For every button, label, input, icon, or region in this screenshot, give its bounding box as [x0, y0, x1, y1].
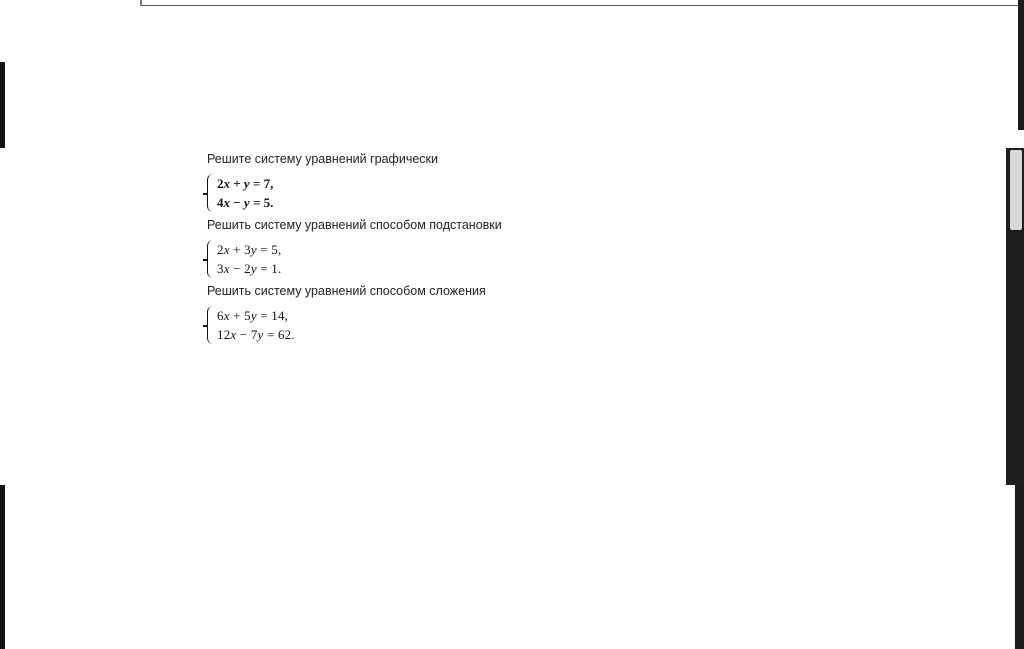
scrollbar-thumb[interactable]: [1010, 150, 1022, 230]
task-3-title: Решить систему уравнений способом сложения: [207, 284, 486, 298]
task-1-equation-1: 2x + y = 7,: [217, 176, 274, 191]
brace-symbol: [207, 240, 215, 278]
task-1-equation-system: [207, 174, 627, 212]
task-2-equation-1: 2x + 3y = 5,: [217, 242, 282, 257]
brace-symbol: [207, 174, 215, 212]
task-2-equation-system: [207, 240, 627, 278]
task-2-title: Решить систему уравнений способом подстановки: [207, 218, 502, 232]
task-2-equation-2: 3x − 2y = 1.: [217, 261, 282, 276]
window-edge-left-lower: [0, 485, 5, 649]
window-edge-right-lower: [1015, 485, 1024, 649]
task-3-equation-system: [207, 306, 627, 344]
brace-symbol: [207, 306, 215, 344]
task-1-title: Решите систему уравнений графически: [207, 152, 438, 166]
task-3-equation-1: 6x + 5y = 14,: [217, 308, 289, 323]
task-3-equation-2: 12x − 7y = 62.: [217, 327, 295, 342]
document-page: [207, 152, 627, 350]
window-top-border: [142, 5, 1018, 6]
window-edge-right: [1018, 0, 1024, 130]
window-edge-left: [0, 62, 5, 148]
task-1-equation-2: 4x − y = 5.: [217, 195, 274, 210]
